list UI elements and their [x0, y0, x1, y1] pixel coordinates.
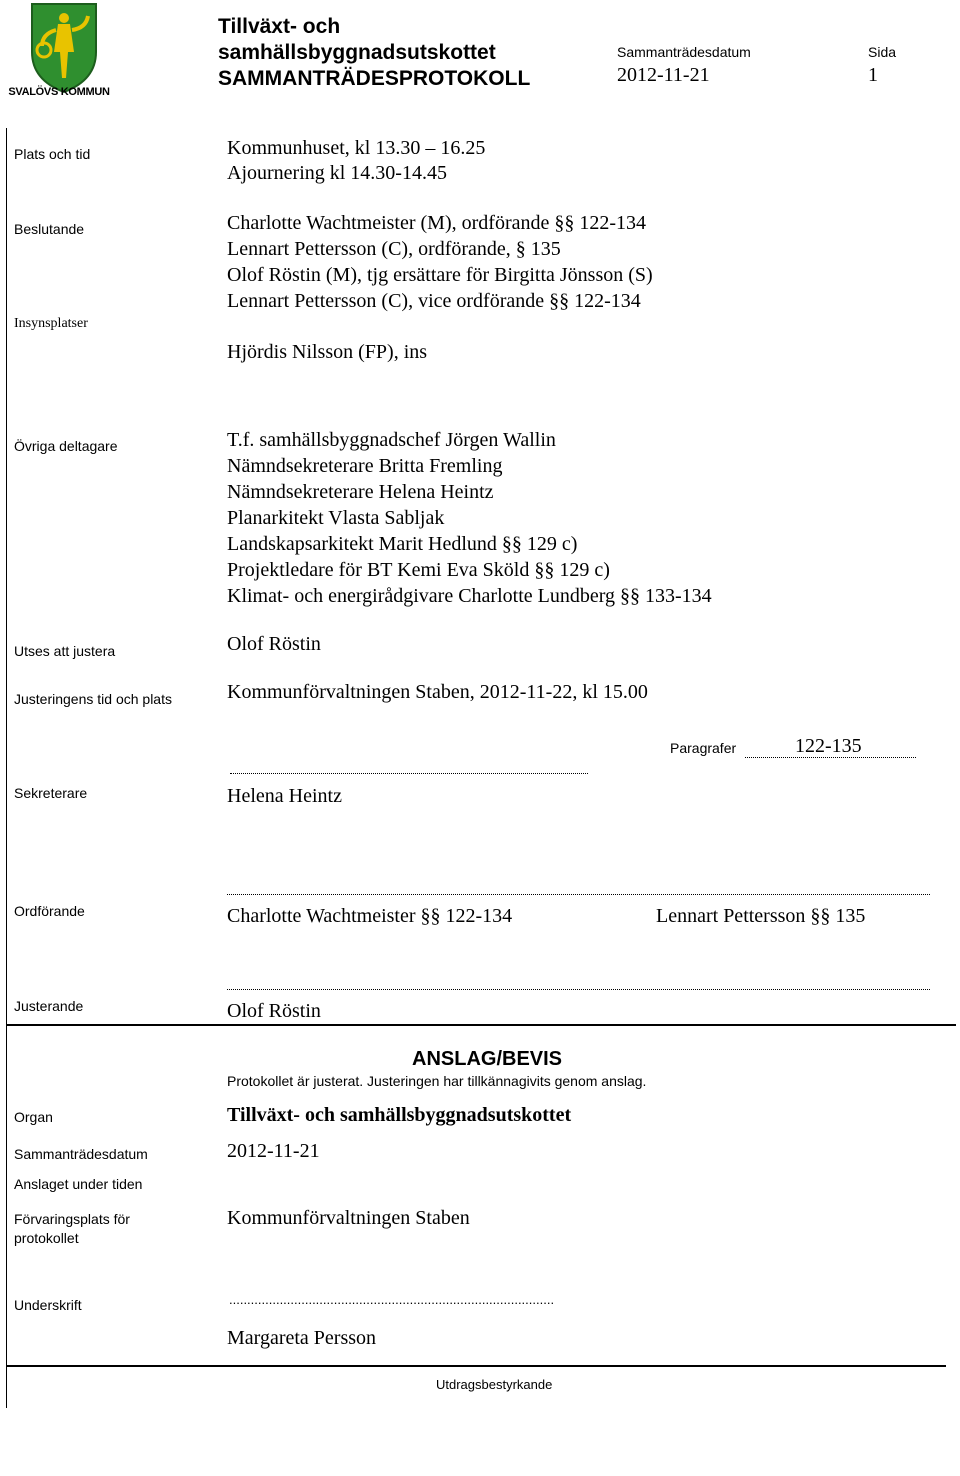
observers-value: Hjördis Nilsson (FP), ins	[227, 341, 428, 363]
participant: Planarkitekt Vlasta Sabljak	[227, 507, 445, 529]
notice-date-value: 2012-11-21	[227, 1140, 320, 1162]
signature-label: Underskrift	[14, 1297, 82, 1313]
page-label: Sida	[868, 44, 897, 60]
place-time-line1: Kommunhuset, kl 13.30 – 16.25	[227, 137, 486, 159]
adjuster-signature-line	[227, 989, 930, 990]
secretary-signature-line	[230, 773, 588, 774]
decision-member: Charlotte Wachtmeister (M), ordförande §§ 122-134	[227, 212, 647, 234]
other-participants-label: Övriga deltagare	[14, 438, 118, 454]
chair-name-primary: Charlotte Wachtmeister §§ 122-134	[227, 905, 513, 927]
observers-label: Insynsplatser	[14, 316, 88, 331]
notice-date-label: Sammanträdesdatum	[14, 1146, 148, 1162]
decision-member: Lennart Pettersson (C), vice ordförande §§ 122-134	[227, 290, 641, 312]
committee-title-line1: Tillväxt- och	[218, 15, 341, 38]
adjustment-time-value: Kommunförvaltningen Staben, 2012-11-22, kl 15.00	[227, 681, 648, 703]
logo-caption: SVALÖVS KOMMUN	[8, 86, 110, 98]
organ-value: Tillväxt- och samhällsbyggnadsutskottet	[227, 1104, 572, 1126]
meeting-date-label: Sammanträdesdatum	[617, 44, 751, 60]
certified-extract-label: Utdragsbestyrkande	[436, 1377, 553, 1392]
secretary-label: Sekreterare	[14, 785, 88, 801]
organ-label: Organ	[14, 1109, 53, 1125]
document-title: SAMMANTRÄDESPROTOKOLL	[218, 67, 531, 90]
participant: Nämndsekreterare Britta Fremling	[227, 455, 503, 477]
participant: Klimat- och energirådgivare Charlotte Lundberg §§ 133-134	[227, 585, 712, 607]
storage-value: Kommunförvaltningen Staben	[227, 1207, 470, 1229]
secretary-name: Helena Heintz	[227, 785, 342, 807]
notice-period-label: Anslaget under tiden	[14, 1176, 143, 1192]
chair-signature-line	[227, 894, 930, 895]
section-divider	[6, 1024, 956, 1026]
paragraphs-value: 122-135	[795, 735, 862, 757]
decision-member: Lennart Pettersson (C), ordförande, § 135	[227, 238, 561, 260]
decision-member: Olof Röstin (M), tjg ersättare för Birgitta Jönsson (S)	[227, 264, 653, 286]
adjuster-name: Olof Röstin	[227, 1000, 321, 1022]
chair-label: Ordförande	[14, 903, 85, 919]
adjuster-label: Justerande	[14, 998, 84, 1014]
meeting-date-value: 2012-11-21	[617, 64, 710, 86]
notice-title: ANSLAG/BEVIS	[412, 1048, 563, 1070]
participant: Landskapsarkitekt Marit Hedlund §§ 129 c)	[227, 533, 578, 555]
paragraphs-label: Paragrafer	[670, 740, 737, 756]
adjustment-time-label: Justeringens tid och plats	[14, 691, 172, 707]
place-time-line2: Ajournering kl 14.30-14.45	[227, 162, 447, 184]
adjuster-appointed-value: Olof Röstin	[227, 633, 321, 655]
storage-label-line2: protokollet	[14, 1230, 79, 1246]
other-participants-list	[227, 427, 712, 609]
footer-divider	[6, 1365, 946, 1367]
notice-subtitle: Protokollet är justerat. Justeringen har tillkännagivits genom anslag.	[227, 1073, 647, 1089]
committee-title-line2: samhällsbyggnadsutskottet	[218, 41, 496, 64]
signature-name: Margareta Persson	[227, 1327, 377, 1349]
paragraphs-underline	[745, 757, 916, 758]
signature-dots: ..........................................................................................	[229, 1292, 555, 1307]
decision-makers-label: Beslutande	[14, 221, 85, 237]
participant: Nämndsekreterare Helena Heintz	[227, 481, 494, 503]
page-number: 1	[868, 64, 878, 86]
participant: T.f. samhällsbyggnadschef Jörgen Wallin	[227, 429, 556, 451]
place-time-label: Plats och tid	[14, 146, 91, 162]
adjuster-appointed-label: Utses att justera	[14, 643, 116, 659]
chair-name-secondary: Lennart Pettersson §§ 135	[656, 905, 866, 927]
participant: Projektledare för BT Kemi Eva Sköld §§ 129 c)	[227, 559, 610, 581]
storage-label-line1: Förvaringsplats för	[14, 1211, 130, 1227]
left-margin-rule	[6, 128, 7, 1408]
decision-makers-list	[227, 210, 653, 314]
